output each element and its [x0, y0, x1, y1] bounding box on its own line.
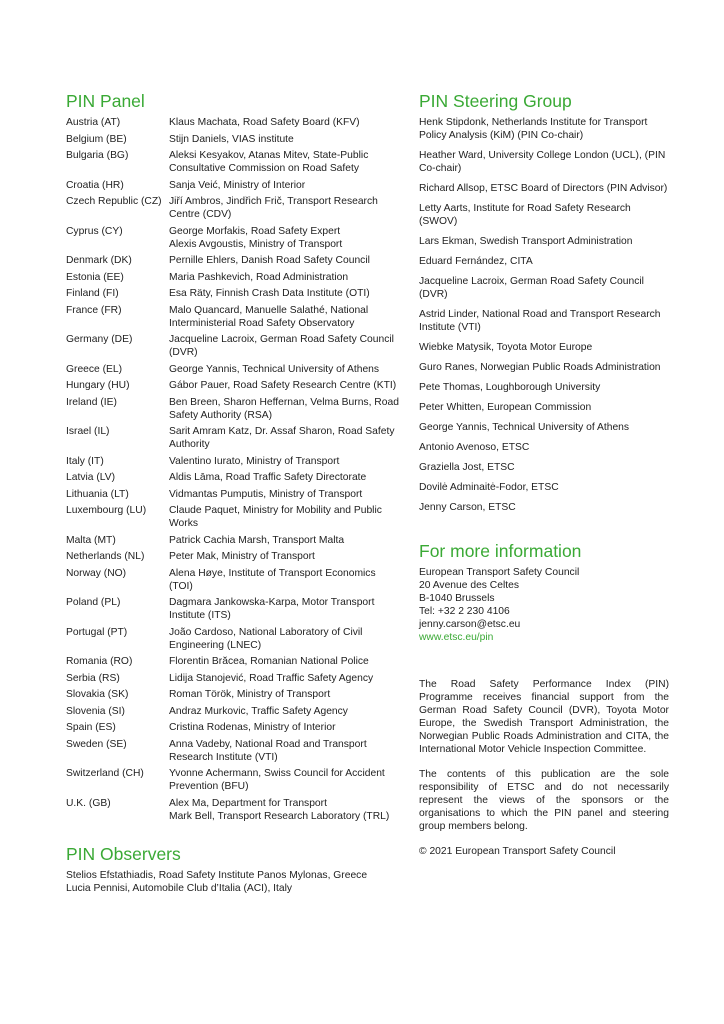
panel-member: Mark Bell, Transport Research Laboratory (TRL)	[169, 810, 390, 822]
contact-org: European Transport Safety Council	[419, 567, 580, 578]
panel-row	[66, 304, 401, 330]
panel-members	[169, 721, 401, 734]
panel-row	[66, 488, 401, 501]
panel-row	[66, 271, 401, 284]
panel-members	[169, 504, 401, 530]
panel-country: Hungary (HU)	[66, 380, 130, 391]
panel-row	[66, 379, 401, 392]
panel-member: Anna Vadeby, National Road and Transport Research Institute (VTI)	[169, 738, 367, 763]
panel-member: Aldis Lāma, Road Traffic Safety Directorate	[169, 472, 367, 483]
steering-member: Heather Ward, University College London (UCL), (PIN Co-chair)	[419, 150, 666, 174]
panel-members	[169, 254, 401, 267]
contact-email-link[interactable]: jenny.carson@etsc.eu	[419, 619, 521, 630]
panel-row	[66, 254, 401, 267]
panel-country: Serbia (RS)	[66, 672, 120, 684]
panel-row	[66, 471, 401, 484]
panel-members	[169, 333, 401, 359]
pin-observers-list	[66, 869, 401, 895]
steering-member: Henk Stipdonk, Netherlands Institute for Transport Policy Analysis (KiM) (PIN Co-chair)	[419, 117, 648, 141]
panel-row	[66, 705, 401, 718]
panel-member: Lidija Stanojević, Road Traffic Safety Agency	[169, 672, 374, 684]
observer-line: Lucia Pennisi, Automobile Club d’Italia (ACI), Italy	[66, 882, 293, 894]
panel-members	[169, 287, 401, 300]
panel-member: Aleksi Kesyakov, Atanas Mitev, State-Public Consultative Commission on Road Safety	[169, 150, 369, 174]
panel-member: Roman Török, Ministry of Transport	[169, 689, 331, 700]
panel-members	[169, 488, 401, 501]
panel-country: Netherlands (NL)	[66, 551, 145, 562]
panel-row	[66, 133, 401, 146]
panel-row	[66, 550, 401, 563]
panel-row	[66, 534, 401, 547]
panel-country: Spain (ES)	[66, 722, 116, 733]
panel-country: Cyprus (CY)	[66, 225, 123, 237]
panel-row	[66, 179, 401, 192]
pin-panel-list	[66, 116, 401, 823]
panel-members	[169, 379, 401, 392]
disclaimer: The contents of this publication are the sole responsibility of ETSC and do not necessarily represent the views of the sponsors or the organisations to which the PIN panel and steering group members belong.	[419, 769, 669, 832]
steering-member: Eduard Fernández, CITA	[419, 256, 533, 267]
panel-member: Yvonne Achermann, Swiss Council for Accident Prevention (BFU)	[169, 768, 385, 792]
panel-row	[66, 672, 401, 685]
panel-member: Vidmantas Pumputis, Ministry of Transport	[169, 488, 363, 500]
panel-members	[169, 116, 401, 129]
panel-member: Ben Breen, Sharon Heffernan, Velma Burns, Road Safety Authority (RSA)	[169, 396, 399, 421]
panel-members	[169, 705, 401, 718]
panel-member: Stijn Daniels, VIAS institute	[169, 133, 294, 145]
panel-row	[66, 287, 401, 300]
panel-members	[169, 455, 401, 468]
panel-country: U.K. (GB)	[66, 797, 111, 809]
panel-member: Maria Pashkevich, Road Administration	[169, 271, 349, 283]
contact-block	[419, 566, 669, 644]
panel-member: Dagmara Jankowska-Karpa, Motor Transport Institute (ITS)	[169, 597, 375, 621]
panel-members	[169, 471, 401, 484]
panel-country: Switzerland (CH)	[66, 768, 144, 779]
panel-member: Peter Mak, Ministry of Transport	[169, 551, 315, 562]
panel-country: Malta (MT)	[66, 534, 116, 546]
panel-member: Alena Høye, Institute of Transport Economics (TOI)	[169, 567, 376, 592]
panel-row	[66, 225, 401, 251]
steering-member: Jenny Carson, ETSC	[419, 502, 516, 513]
panel-country: Norway (NO)	[66, 567, 127, 579]
panel-member: George Morfakis, Road Safety Expert	[169, 225, 341, 237]
panel-row	[66, 149, 401, 175]
panel-member: Alex Ma, Department for Transport	[169, 797, 327, 809]
panel-member: João Cardoso, National Laboratory of Civil Engineering (LNEC)	[169, 626, 363, 651]
panel-members	[169, 225, 401, 251]
steering-member: George Yannis, Technical University of Athens	[419, 422, 630, 433]
panel-member: Alexis Avgoustis, Ministry of Transport	[169, 238, 343, 250]
funding-statement: The Road Safety Performance Index (PIN) Programme receives financial support from the German Road Safety Council (DVR), Toyota Motor Europe, the Swedish Transport Administration, the Norwegian Public Roads Administration and CITA, the International Motor Vehicle Inspection Committee.	[419, 679, 669, 755]
steering-member: Wiebke Matysik, Toyota Motor Europe	[419, 342, 593, 353]
panel-member: George Yannis, Technical University of Athens	[169, 363, 380, 375]
panel-country: Slovakia (SK)	[66, 689, 129, 700]
panel-members	[169, 425, 401, 451]
panel-members	[169, 596, 401, 622]
panel-members	[169, 738, 401, 764]
right-column	[419, 90, 669, 858]
steering-member: Jacqueline Lacroix, German Road Safety Council (DVR)	[419, 276, 644, 300]
panel-row	[66, 195, 401, 221]
panel-members	[169, 304, 401, 330]
contact-street: 20 Avenue des Celtes	[419, 580, 519, 591]
panel-row	[66, 738, 401, 764]
panel-members	[169, 688, 401, 701]
panel-row	[66, 688, 401, 701]
panel-row	[66, 396, 401, 422]
panel-members	[169, 133, 401, 146]
panel-country: Austria (AT)	[66, 117, 121, 128]
panel-members	[169, 626, 401, 652]
panel-member: Valentino Iurato, Ministry of Transport	[169, 455, 340, 467]
observer-line: Stelios Efstathiadis, Road Safety Institute Panos Mylonas, Greece	[66, 869, 368, 881]
panel-row	[66, 333, 401, 359]
panel-country: Croatia (HR)	[66, 179, 124, 191]
steering-member: Letty Aarts, Institute for Road Safety Research (SWOV)	[419, 203, 631, 227]
panel-row	[66, 797, 401, 823]
panel-row	[66, 455, 401, 468]
panel-member: Klaus Machata, Road Safety Board (KFV)	[169, 117, 360, 128]
panel-members	[169, 179, 401, 192]
more-info-heading: For more information	[419, 541, 582, 561]
steering-member: Graziella Jost, ETSC	[419, 462, 515, 473]
panel-member: Andraz Murkovic, Traffic Safety Agency	[169, 705, 348, 717]
steering-member: Antonio Avenoso, ETSC	[419, 442, 530, 453]
panel-country: Denmark (DK)	[66, 255, 132, 266]
panel-members	[169, 797, 401, 823]
contact-phone: Tel: +32 2 230 4106	[419, 606, 510, 617]
panel-row	[66, 363, 401, 376]
steering-member: Dovilė Adminaitė-Fodor, ETSC	[419, 482, 559, 493]
contact-city: B-1040 Brussels	[419, 593, 495, 604]
panel-country: Finland (FI)	[66, 288, 119, 299]
steering-member: Lars Ekman, Swedish Transport Administration	[419, 236, 633, 247]
panel-member: Claude Paquet, Ministry for Mobility and Public Works	[169, 505, 382, 529]
panel-country: Latvia (LV)	[66, 472, 116, 483]
panel-row	[66, 596, 401, 622]
panel-members	[169, 363, 401, 376]
steering-group-list	[419, 116, 669, 514]
panel-country: Estonia (EE)	[66, 271, 124, 283]
panel-country: Portugal (PT)	[66, 626, 128, 638]
pin-observers-heading: PIN Observers	[66, 843, 181, 864]
panel-member: Jiří Ambros, Jindřich Frič, Transport Research Centre (CDV)	[169, 196, 378, 220]
left-column	[66, 90, 401, 895]
panel-country: Czech Republic (CZ)	[66, 196, 162, 207]
panel-row	[66, 767, 401, 793]
panel-members	[169, 195, 401, 221]
panel-country: Greece (EL)	[66, 363, 123, 375]
panel-country: Bulgaria (BG)	[66, 150, 129, 161]
panel-member: Patrick Cachia Marsh, Transport Malta	[169, 534, 345, 546]
panel-row	[66, 567, 401, 593]
steering-member: Pete Thomas, Loughborough University	[419, 382, 601, 393]
panel-row	[66, 626, 401, 652]
panel-row	[66, 425, 401, 451]
panel-row	[66, 655, 401, 668]
panel-country: Poland (PL)	[66, 597, 121, 608]
copyright: © 2021 European Transport Safety Council	[419, 846, 616, 857]
panel-member: Florentin Brăcea, Romanian National Police	[169, 656, 369, 667]
panel-member: Jacqueline Lacroix, German Road Safety Council (DVR)	[169, 334, 394, 358]
panel-country: Belgium (BE)	[66, 133, 127, 145]
steering-member: Richard Allsop, ETSC Board of Directors (PIN Advisor)	[419, 183, 668, 194]
pin-panel-heading: PIN Panel	[66, 91, 145, 111]
panel-row	[66, 504, 401, 530]
panel-members	[169, 534, 401, 547]
panel-members	[169, 271, 401, 284]
panel-member: Cristina Rodenas, Ministry of Interior	[169, 722, 336, 733]
panel-country: Italy (IT)	[66, 455, 104, 467]
panel-member: Sarit Amram Katz, Dr. Assaf Sharon, Road Safety Authority	[169, 426, 395, 450]
panel-member: Esa Räty, Finnish Crash Data Institute (OTI)	[169, 288, 370, 299]
panel-country: Ireland (IE)	[66, 396, 117, 408]
panel-members	[169, 655, 401, 668]
panel-country: Slovenia (SI)	[66, 705, 125, 717]
panel-country: Germany (DE)	[66, 334, 133, 345]
panel-members	[169, 149, 401, 175]
panel-row	[66, 721, 401, 734]
panel-country: Israel (IL)	[66, 426, 110, 437]
panel-members	[169, 550, 401, 563]
panel-member: Pernille Ehlers, Danish Road Safety Council	[169, 255, 370, 266]
panel-country: Romania (RO)	[66, 656, 133, 667]
steering-member: Peter Whitten, European Commission	[419, 402, 592, 413]
panel-member: Gábor Pauer, Road Safety Research Centre (KTI)	[169, 380, 397, 391]
panel-members	[169, 567, 401, 593]
website-link[interactable]: www.etsc.eu/pin	[419, 632, 494, 643]
panel-row	[66, 116, 401, 129]
panel-member: Malo Quancard, Manuelle Salathé, National Interministerial Road Safety Observatory	[169, 304, 369, 329]
panel-members	[169, 672, 401, 685]
panel-country: Luxembourg (LU)	[66, 505, 147, 516]
panel-country: Sweden (SE)	[66, 738, 127, 750]
panel-country: France (FR)	[66, 304, 122, 316]
panel-country: Lithuania (LT)	[66, 488, 129, 500]
steering-member: Astrid Linder, National Road and Transport Research Institute (VTI)	[419, 309, 661, 333]
panel-member: Sanja Veić, Ministry of Interior	[169, 179, 306, 191]
panel-members	[169, 396, 401, 422]
steering-member: Guro Ranes, Norwegian Public Roads Administration	[419, 362, 661, 373]
panel-members	[169, 767, 401, 793]
steering-group-heading: PIN Steering Group	[419, 91, 572, 111]
